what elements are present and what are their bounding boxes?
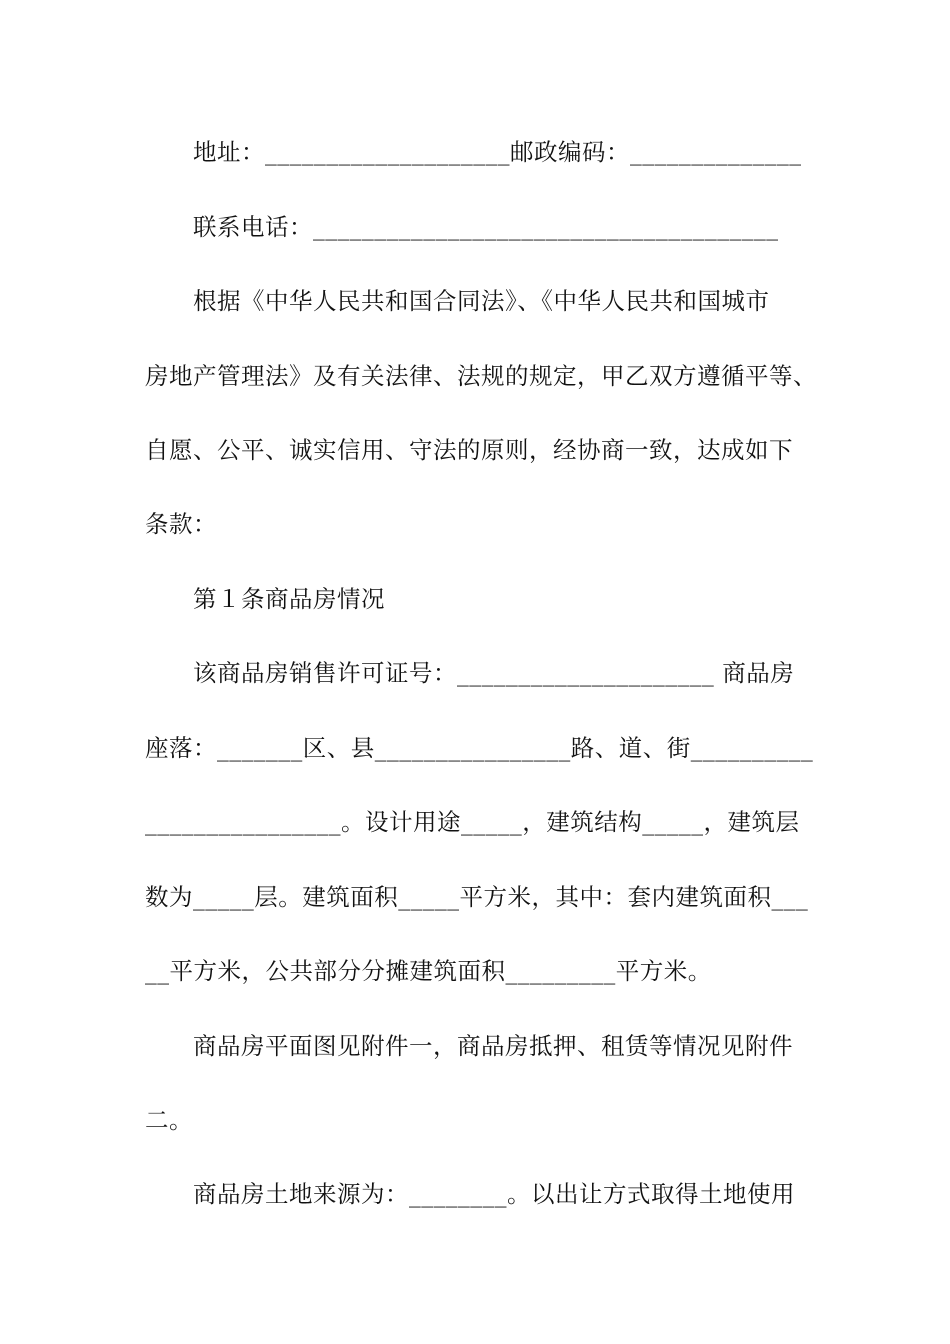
paragraph-line: __平方米，公共部分分摊建筑面积_________平方米。: [145, 957, 712, 985]
paragraph-line: 条款：: [145, 510, 217, 538]
paragraph-line: 座落：_______区、县________________路、道、街__________: [145, 734, 814, 762]
phone-line: 联系电话：______________________________________: [193, 213, 779, 241]
paragraph-line: 商品房平面图见附件一，商品房抵押、租赁等情况见附件: [193, 1032, 793, 1060]
paragraph-line: 数为_____层。建筑面积_____平方米，其中：套内建筑面积___: [145, 883, 809, 911]
paragraph-line: 商品房土地来源为：________。以出让方式取得土地使用: [193, 1180, 795, 1208]
paragraph-line: 自愿、公平、诚实信用、守法的原则，经协商一致，达成如下: [145, 436, 793, 464]
paragraph-line: 该商品房销售许可证号：_____________________ 商品房: [193, 659, 795, 687]
address-postcode-line: 地址：____________________邮政编码：______________: [193, 138, 802, 166]
paragraph-line: 二。: [145, 1106, 193, 1134]
paragraph-line: 房地产管理法》及有关法律、法规的规定，甲乙双方遵循平等、: [145, 362, 817, 390]
paragraph-line: 根据《中华人民共和国合同法》、《中华人民共和国城市: [193, 287, 770, 315]
section-heading: 第１条商品房情况: [193, 585, 385, 613]
paragraph-line: ________________。设计用途_____，建筑结构_____，建筑层: [145, 808, 800, 836]
